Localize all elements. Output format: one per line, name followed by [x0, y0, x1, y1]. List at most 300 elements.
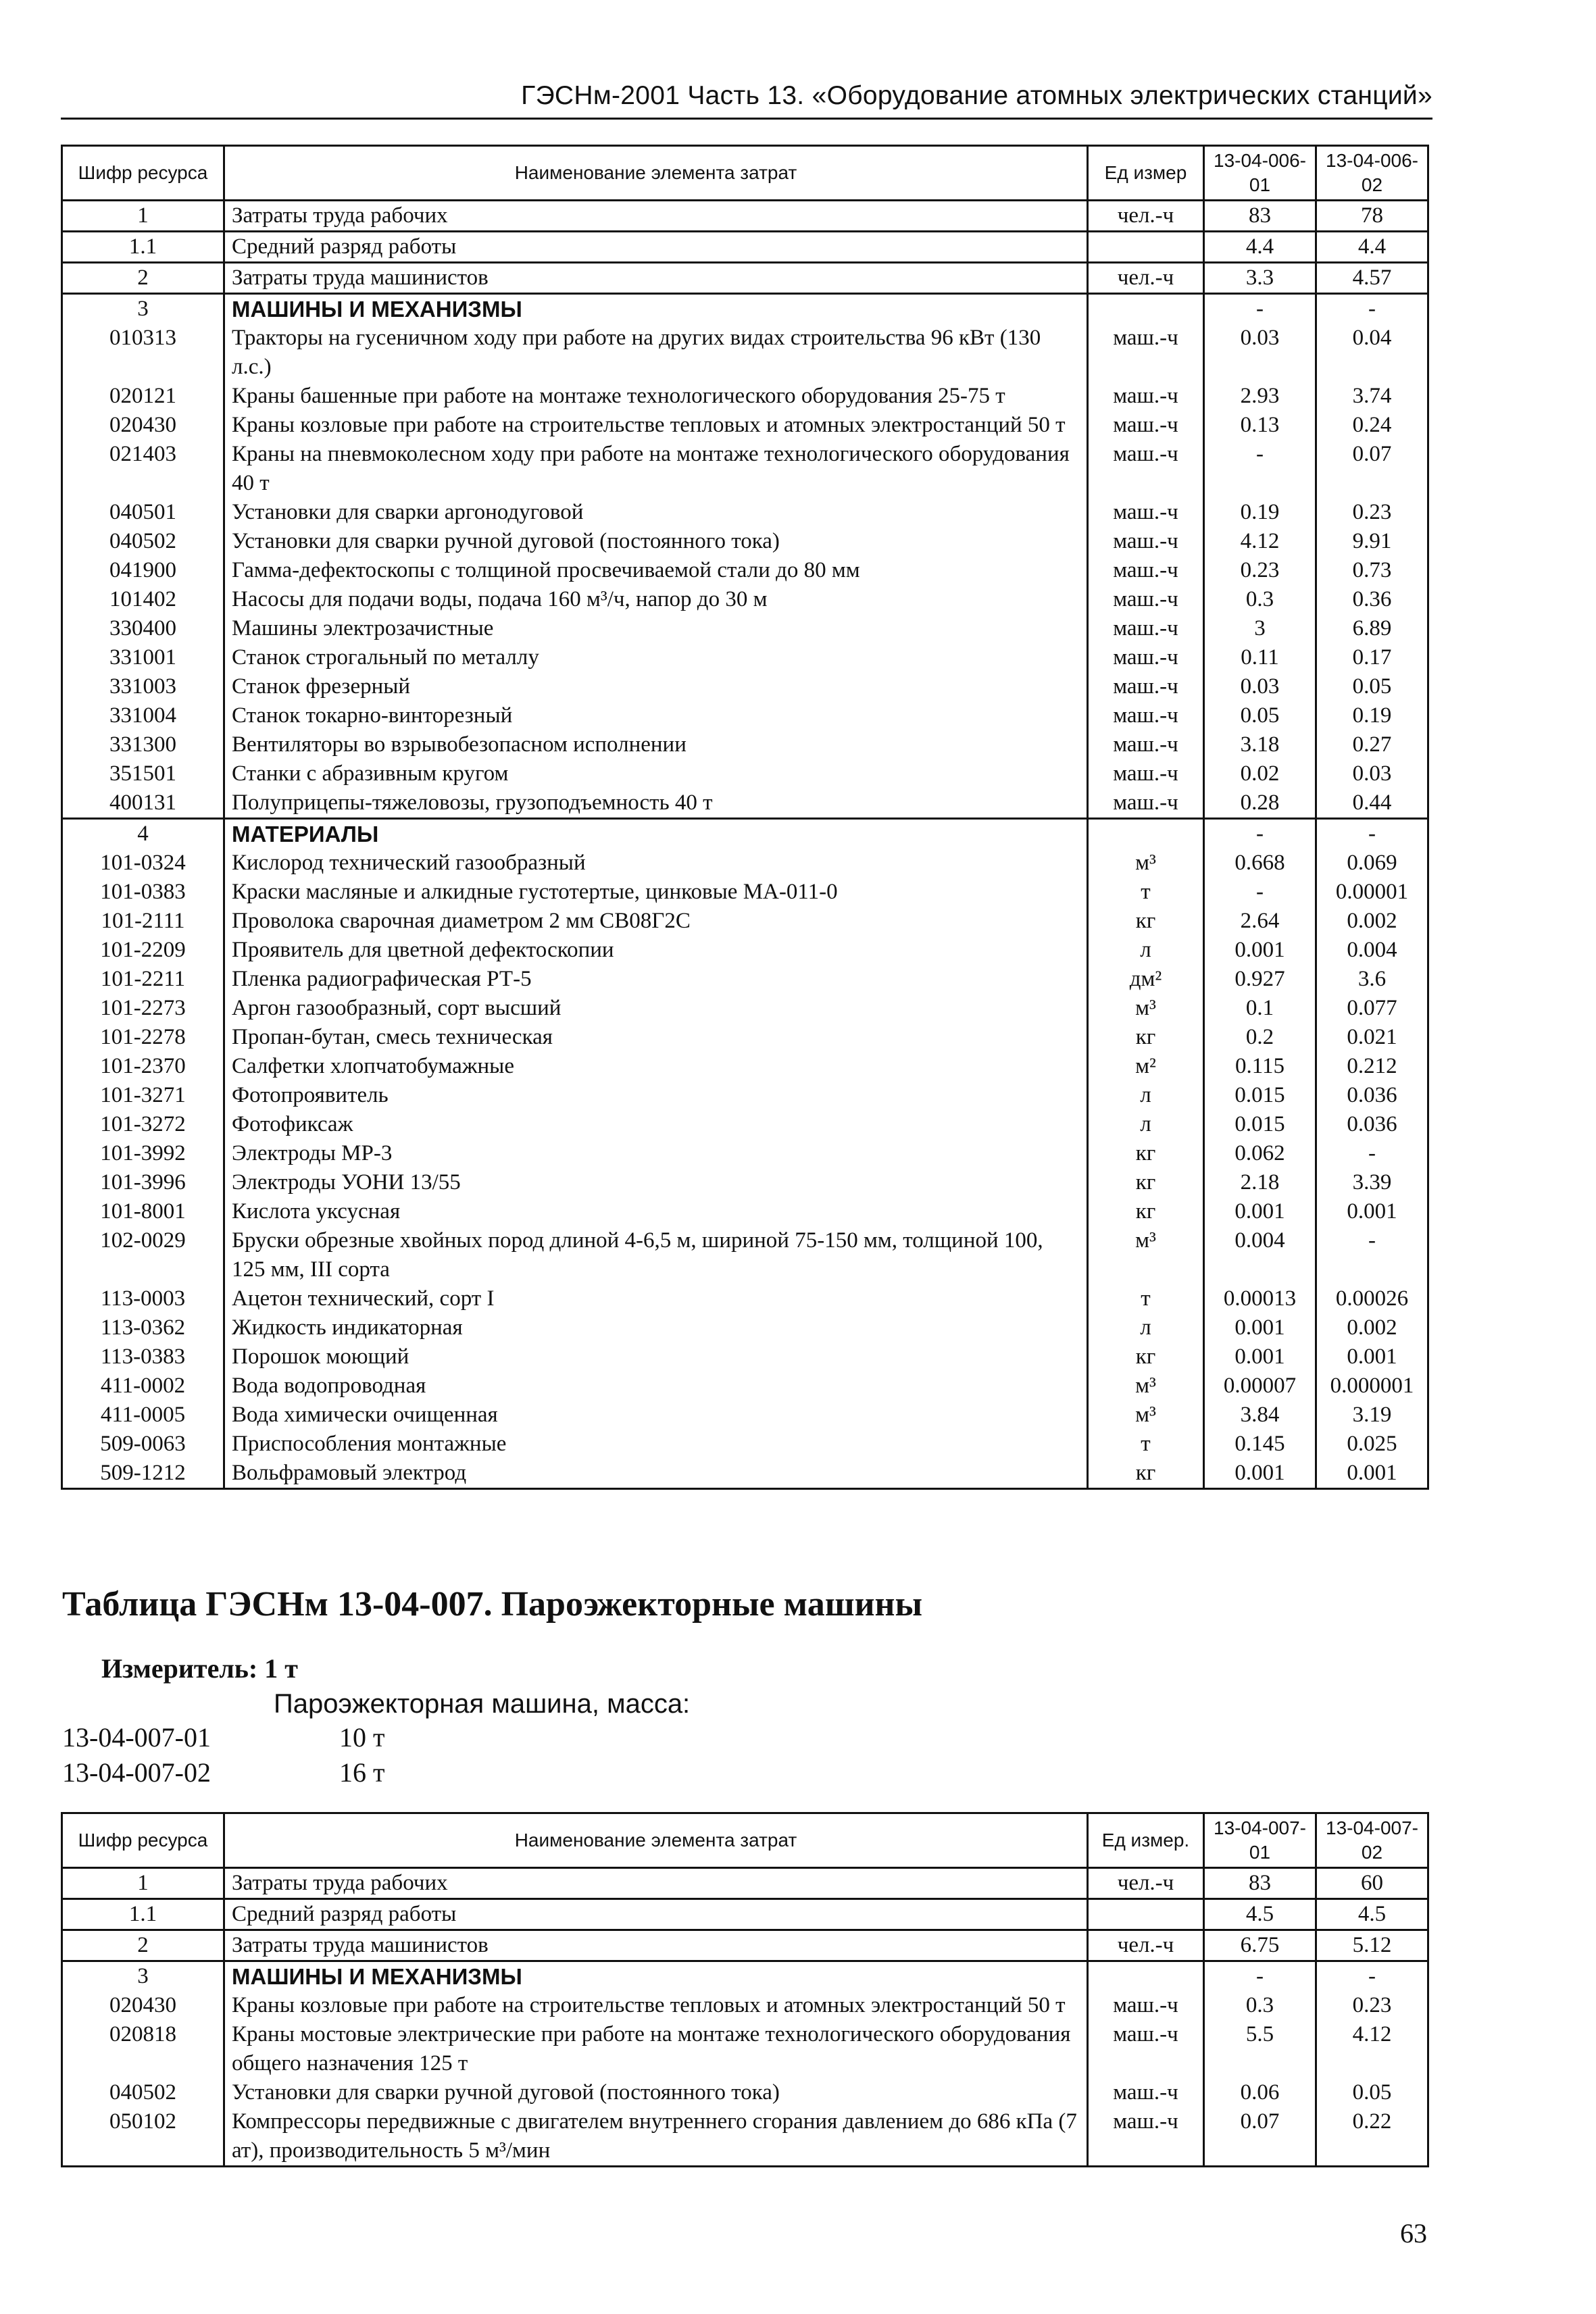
cell-value-2: 0.000001 [1316, 1372, 1428, 1401]
header-code: Шифр ресурса [62, 1813, 224, 1868]
measure-value: 1 т [264, 1653, 298, 1684]
cell-unit: кг [1088, 1197, 1204, 1226]
cell-value-2: 0.025 [1316, 1430, 1428, 1459]
cell-unit: кг [1088, 1168, 1204, 1197]
cell-unit: чел.-ч [1088, 263, 1204, 294]
cell-value-2: 0.05 [1316, 2078, 1428, 2107]
variant-row [62, 1757, 384, 1788]
cell-value-1: 0.115 [1204, 1052, 1316, 1081]
cell-code: 101-3992 [62, 1139, 224, 1168]
cell-value-2: 0.44 [1316, 788, 1428, 819]
table-row [62, 556, 1428, 585]
cell-value-1: 3.18 [1204, 730, 1316, 759]
cell-name: Кислота уксусная [224, 1197, 1088, 1226]
cell-code: 411-0002 [62, 1372, 224, 1401]
cell-value-2: 4.57 [1316, 263, 1428, 294]
cell-unit: маш.-ч [1088, 1991, 1204, 2020]
cell-value-1: 0.001 [1204, 1459, 1316, 1489]
cell-code: 101-2278 [62, 1023, 224, 1052]
cell-value-2: 3.74 [1316, 382, 1428, 411]
cell-value-1: 0.05 [1204, 701, 1316, 730]
cell-unit: маш.-ч [1088, 788, 1204, 819]
cell-name: МАШИНЫ И МЕХАНИЗМЫ [224, 1961, 1088, 1992]
cell-unit [1088, 1899, 1204, 1930]
table-row [62, 730, 1428, 759]
cell-code: 101-2370 [62, 1052, 224, 1081]
table-row [62, 965, 1428, 994]
table-body [62, 201, 1428, 1489]
cell-unit: чел.-ч [1088, 1868, 1204, 1899]
cell-unit: маш.-ч [1088, 2020, 1204, 2078]
cell-name: Гамма-дефектоскопы с толщиной просвечиваемой стали до 80 мм [224, 556, 1088, 585]
cell-code: 331003 [62, 672, 224, 701]
cell-unit: дм² [1088, 965, 1204, 994]
cell-name: Установки для сварки аргонодуговой [224, 498, 1088, 527]
cell-code: 113-0003 [62, 1284, 224, 1313]
table-row [62, 1868, 1428, 1899]
cell-name: Вода химически очищенная [224, 1401, 1088, 1430]
cell-name: Вода водопроводная [224, 1372, 1088, 1401]
cell-value-2: 0.077 [1316, 994, 1428, 1023]
table-row [62, 232, 1428, 263]
cell-value-1: 3.3 [1204, 263, 1316, 294]
cell-name: Краны козловые при работе на строительстве тепловых и атомных электростанций 50 т [224, 411, 1088, 440]
cell-name: Машины электрозачистные [224, 614, 1088, 643]
header-name: Наименование элемента затрат [224, 146, 1088, 201]
cell-unit: кг [1088, 1459, 1204, 1489]
cell-name: Вольфрамовый электрод [224, 1459, 1088, 1489]
cell-unit: т [1088, 1430, 1204, 1459]
cell-name: Салфетки хлопчатобумажные [224, 1052, 1088, 1081]
table-row [62, 498, 1428, 527]
cell-code: 020818 [62, 2020, 224, 2078]
cell-value-1: 0.23 [1204, 556, 1316, 585]
table-row [62, 1023, 1428, 1052]
cell-code: 509-1212 [62, 1459, 224, 1489]
cell-name: Средний разряд работы [224, 1899, 1088, 1930]
cell-value-1: 0.3 [1204, 1991, 1316, 2020]
table-row [62, 2020, 1428, 2078]
cell-name: Порошок моющий [224, 1342, 1088, 1372]
variant-value: 10 т [339, 1722, 385, 1753]
cell-unit: маш.-ч [1088, 556, 1204, 585]
cell-code: 331004 [62, 701, 224, 730]
table-row [62, 1899, 1428, 1930]
table-title: Таблица ГЭСНм 13-04-007. Пароэжекторные машины [62, 1585, 923, 1624]
cell-value-2: - [1316, 819, 1428, 849]
cell-value-2: 0.36 [1316, 585, 1428, 614]
cell-code: 010313 [62, 324, 224, 382]
cell-code: 101-8001 [62, 1197, 224, 1226]
table-row [62, 1459, 1428, 1489]
variant-code: 13-04-007-02 [62, 1757, 211, 1788]
cell-name: Жидкость индикаторная [224, 1313, 1088, 1342]
table-row [62, 819, 1428, 849]
cell-code: 101-3996 [62, 1168, 224, 1197]
cell-name: Затраты труда машинистов [224, 1930, 1088, 1961]
cell-unit: маш.-ч [1088, 2078, 1204, 2107]
cell-unit: маш.-ч [1088, 527, 1204, 556]
cell-code: 330400 [62, 614, 224, 643]
cell-code: 101402 [62, 585, 224, 614]
cell-code: 351501 [62, 759, 224, 788]
cell-unit: м³ [1088, 1372, 1204, 1401]
resource-table-13-04-007 [61, 1812, 1429, 2167]
cell-code: 331001 [62, 643, 224, 672]
cell-name: МАШИНЫ И МЕХАНИЗМЫ [224, 294, 1088, 324]
cell-value-1: 0.015 [1204, 1110, 1316, 1139]
resource-table-13-04-006 [61, 145, 1429, 1490]
cell-name: Бруски обрезные хвойных пород длиной 4-6,5 м, шириной 75-150 мм, толщиной 100, 125 мм, III сорта [224, 1226, 1088, 1284]
table-row [62, 994, 1428, 1023]
cell-value-2: - [1316, 1961, 1428, 1992]
cell-name: Станки с абразивным кругом [224, 759, 1088, 788]
cell-unit: л [1088, 936, 1204, 965]
table-row [62, 1313, 1428, 1342]
header-code: Шифр ресурса [62, 146, 224, 201]
cell-value-2: - [1316, 1139, 1428, 1168]
table-body [62, 1868, 1428, 2167]
cell-value-1: 0.2 [1204, 1023, 1316, 1052]
cell-code: 3 [62, 1961, 224, 1992]
cell-name: Электроды МР-3 [224, 1139, 1088, 1168]
cell-value-1: 83 [1204, 1868, 1316, 1899]
cell-unit: т [1088, 1284, 1204, 1313]
cell-code: 101-0324 [62, 849, 224, 878]
header-col2: 13-04-006-02 [1316, 146, 1428, 201]
cell-unit [1088, 232, 1204, 263]
cell-code: 101-3272 [62, 1110, 224, 1139]
cell-unit: маш.-ч [1088, 382, 1204, 411]
header-unit: Ед измер [1088, 146, 1204, 201]
cell-value-2: 78 [1316, 201, 1428, 232]
cell-name: Аргон газообразный, сорт высший [224, 994, 1088, 1023]
cell-name: Электроды УОНИ 13/55 [224, 1168, 1088, 1197]
table-row [62, 614, 1428, 643]
cell-code: 101-0383 [62, 878, 224, 907]
measure-label: Измеритель: [101, 1653, 258, 1684]
cell-unit: маш.-ч [1088, 730, 1204, 759]
variant-code: 13-04-007-01 [62, 1722, 211, 1753]
cell-name: Приспособления монтажные [224, 1430, 1088, 1459]
cell-code: 101-2209 [62, 936, 224, 965]
table-row [62, 878, 1428, 907]
table-row [62, 1342, 1428, 1372]
cell-value-1: 0.001 [1204, 1313, 1316, 1342]
cell-unit: кг [1088, 1139, 1204, 1168]
cell-value-1: 0.015 [1204, 1081, 1316, 1110]
cell-value-1: 0.1 [1204, 994, 1316, 1023]
cell-value-2: 0.22 [1316, 2107, 1428, 2167]
cell-value-1: 3 [1204, 614, 1316, 643]
cell-value-2: 0.004 [1316, 936, 1428, 965]
cell-code: 1.1 [62, 232, 224, 263]
cell-code: 1 [62, 201, 224, 232]
cell-value-2: 3.39 [1316, 1168, 1428, 1197]
cell-name: Полуприцепы-тяжеловозы, грузоподъемность 40 т [224, 788, 1088, 819]
cell-value-1: 0.001 [1204, 1342, 1316, 1372]
cell-code: 040502 [62, 2078, 224, 2107]
cell-unit: л [1088, 1313, 1204, 1342]
table-row [62, 263, 1428, 294]
cell-unit: маш.-ч [1088, 585, 1204, 614]
cell-code: 101-2211 [62, 965, 224, 994]
cell-name: Краны козловые при работе на строительстве тепловых и атомных электростанций 50 т [224, 1991, 1088, 2020]
cell-value-1: 0.062 [1204, 1139, 1316, 1168]
cell-value-1: 2.93 [1204, 382, 1316, 411]
cell-code: 331300 [62, 730, 224, 759]
cell-value-2: 0.001 [1316, 1342, 1428, 1372]
cell-value-2: - [1316, 1226, 1428, 1284]
cell-value-1: 5.5 [1204, 2020, 1316, 2078]
cell-name: Затраты труда рабочих [224, 201, 1088, 232]
header-col2: 13-04-007-02 [1316, 1813, 1428, 1868]
cell-unit: маш.-ч [1088, 614, 1204, 643]
table-row [62, 1961, 1428, 1992]
cell-unit: маш.-ч [1088, 759, 1204, 788]
cell-code: 040501 [62, 498, 224, 527]
table-row [62, 1401, 1428, 1430]
cell-value-1: 0.02 [1204, 759, 1316, 788]
cell-name: Пленка радиографическая РТ-5 [224, 965, 1088, 994]
cell-unit: кг [1088, 1342, 1204, 1372]
cell-unit: маш.-ч [1088, 701, 1204, 730]
cell-name: Краны на пневмоколесном ходу при работе на монтаже технологического оборудования 40 т [224, 440, 1088, 498]
cell-name: Краски масляные и алкидные густотертые, цинковые МА-011-0 [224, 878, 1088, 907]
header-col1: 13-04-006-01 [1204, 146, 1316, 201]
cell-code: 509-0063 [62, 1430, 224, 1459]
cell-value-1: 0.03 [1204, 672, 1316, 701]
cell-value-2: 0.27 [1316, 730, 1428, 759]
table-row [62, 936, 1428, 965]
cell-value-2: 0.07 [1316, 440, 1428, 498]
cell-value-2: 4.5 [1316, 1899, 1428, 1930]
cell-value-1: 3.84 [1204, 1401, 1316, 1430]
cell-code: 400131 [62, 788, 224, 819]
cell-value-1: 4.4 [1204, 232, 1316, 263]
cell-name: Средний разряд работы [224, 232, 1088, 263]
cell-value-2: 3.19 [1316, 1401, 1428, 1430]
cell-value-2: 0.00026 [1316, 1284, 1428, 1313]
cell-unit: чел.-ч [1088, 201, 1204, 232]
cell-value-1: - [1204, 819, 1316, 849]
table-row [62, 907, 1428, 936]
cell-value-1: 0.145 [1204, 1430, 1316, 1459]
cell-name: Кислород технический газообразный [224, 849, 1088, 878]
cell-name: Пропан-бутан, смесь техническая [224, 1023, 1088, 1052]
cell-value-2: 0.23 [1316, 498, 1428, 527]
cell-value-1: 0.927 [1204, 965, 1316, 994]
table-row [62, 324, 1428, 382]
table-row [62, 1081, 1428, 1110]
cell-value-1: 0.03 [1204, 324, 1316, 382]
cell-value-1: 2.18 [1204, 1168, 1316, 1197]
cell-value-2: 0.05 [1316, 672, 1428, 701]
cell-code: 1 [62, 1868, 224, 1899]
table-row [62, 527, 1428, 556]
cell-value-2: 3.6 [1316, 965, 1428, 994]
cell-code: 101-2273 [62, 994, 224, 1023]
cell-value-2: 9.91 [1316, 527, 1428, 556]
table-row [62, 1052, 1428, 1081]
table-row [62, 1430, 1428, 1459]
cell-name: Проволока сварочная диаметром 2 мм СВ08Г2С [224, 907, 1088, 936]
cell-code: 020121 [62, 382, 224, 411]
cell-value-1: 0.004 [1204, 1226, 1316, 1284]
cell-value-2: 0.069 [1316, 849, 1428, 878]
table-row [62, 1168, 1428, 1197]
cell-value-2: 0.021 [1316, 1023, 1428, 1052]
cell-value-1: 6.75 [1204, 1930, 1316, 1961]
table-row [62, 1197, 1428, 1226]
cell-code: 101-3271 [62, 1081, 224, 1110]
cell-unit: м² [1088, 1052, 1204, 1081]
cell-value-1: 4.5 [1204, 1899, 1316, 1930]
cell-code: 3 [62, 294, 224, 324]
cell-value-2: 60 [1316, 1868, 1428, 1899]
cell-unit: т [1088, 878, 1204, 907]
cell-value-1: - [1204, 878, 1316, 907]
table-header [62, 146, 1428, 201]
cell-value-1: - [1204, 294, 1316, 324]
cell-value-2: 0.23 [1316, 1991, 1428, 2020]
cell-value-2: 0.19 [1316, 701, 1428, 730]
table-row [62, 759, 1428, 788]
cell-value-1: - [1204, 440, 1316, 498]
table-row [62, 440, 1428, 498]
cell-code: 101-2111 [62, 907, 224, 936]
table-row [62, 643, 1428, 672]
cell-name: Краны башенные при работе на монтаже технологического оборудования 25-75 т [224, 382, 1088, 411]
cell-unit: кг [1088, 907, 1204, 936]
cell-name: Вентиляторы во взрывобезопасном исполнении [224, 730, 1088, 759]
cell-value-2: 0.73 [1316, 556, 1428, 585]
cell-value-2: 0.04 [1316, 324, 1428, 382]
cell-code: 4 [62, 819, 224, 849]
cell-code: 020430 [62, 411, 224, 440]
variant-value: 16 т [339, 1757, 385, 1788]
cell-code: 2 [62, 263, 224, 294]
cell-unit: м³ [1088, 1401, 1204, 1430]
table-row [62, 201, 1428, 232]
cell-unit: кг [1088, 1023, 1204, 1052]
table-row [62, 2078, 1428, 2107]
cell-unit: м³ [1088, 1226, 1204, 1284]
cell-unit: маш.-ч [1088, 411, 1204, 440]
table-row [62, 788, 1428, 819]
cell-value-1: 0.13 [1204, 411, 1316, 440]
cell-unit: маш.-ч [1088, 324, 1204, 382]
cell-name: Затраты труда рабочих [224, 1868, 1088, 1899]
cell-name: Фотопроявитель [224, 1081, 1088, 1110]
cell-value-1: 0.3 [1204, 585, 1316, 614]
header-col1: 13-04-007-01 [1204, 1813, 1316, 1868]
cell-value-1: 0.07 [1204, 2107, 1316, 2167]
cell-value-2: 0.17 [1316, 643, 1428, 672]
table-row [62, 1110, 1428, 1139]
cell-value-1: 0.668 [1204, 849, 1316, 878]
cell-name: Ацетон технический, сорт I [224, 1284, 1088, 1313]
cell-value-2: - [1316, 294, 1428, 324]
cell-unit: чел.-ч [1088, 1930, 1204, 1961]
table-row [62, 1284, 1428, 1313]
cell-name: Станок строгальный по металлу [224, 643, 1088, 672]
table-row [62, 294, 1428, 324]
cell-unit: маш.-ч [1088, 498, 1204, 527]
cell-value-2: 0.03 [1316, 759, 1428, 788]
header-unit: Ед измер. [1088, 1813, 1204, 1868]
cell-code: 020430 [62, 1991, 224, 2020]
page-number: 63 [1400, 2218, 1427, 2248]
table-row [62, 1226, 1428, 1284]
cell-unit [1088, 1961, 1204, 1992]
table-row [62, 411, 1428, 440]
table-row [62, 1372, 1428, 1401]
cell-value-2: 5.12 [1316, 1930, 1428, 1961]
cell-unit: л [1088, 1081, 1204, 1110]
cell-name: Установки для сварки ручной дуговой (постоянного тока) [224, 2078, 1088, 2107]
running-head: ГЭСНм-2001 Часть 13. «Оборудование атомных электрических станций» [61, 81, 1432, 120]
cell-value-2: 0.001 [1316, 1459, 1428, 1489]
cell-value-1: 0.001 [1204, 1197, 1316, 1226]
table-row [62, 1139, 1428, 1168]
cell-code: 041900 [62, 556, 224, 585]
cell-unit: маш.-ч [1088, 643, 1204, 672]
cell-name: Установки для сварки ручной дуговой (постоянного тока) [224, 527, 1088, 556]
cell-name: Проявитель для цветной дефектоскопии [224, 936, 1088, 965]
cell-name: Затраты труда машинистов [224, 263, 1088, 294]
cell-value-1: 2.64 [1204, 907, 1316, 936]
cell-value-2: 0.24 [1316, 411, 1428, 440]
cell-code: 113-0362 [62, 1313, 224, 1342]
cell-value-1: 4.12 [1204, 527, 1316, 556]
table-row [62, 849, 1428, 878]
cell-value-1: 0.11 [1204, 643, 1316, 672]
cell-value-1: 0.06 [1204, 2078, 1316, 2107]
cell-name: Станок фрезерный [224, 672, 1088, 701]
cell-value-1: 0.00007 [1204, 1372, 1316, 1401]
cell-code: 021403 [62, 440, 224, 498]
cell-value-1: 0.00013 [1204, 1284, 1316, 1313]
cell-name: Насосы для подачи воды, подача 160 м³/ч, напор до 30 м [224, 585, 1088, 614]
cell-unit [1088, 819, 1204, 849]
cell-name: Фотофиксаж [224, 1110, 1088, 1139]
cell-value-1: 0.28 [1204, 788, 1316, 819]
cell-value-1: - [1204, 1961, 1316, 1992]
cell-code: 050102 [62, 2107, 224, 2167]
variants-caption: Пароэжекторная машина, масса: [274, 1689, 691, 1719]
table-row [62, 585, 1428, 614]
cell-value-1: 0.001 [1204, 936, 1316, 965]
cell-value-2: 4.12 [1316, 2020, 1428, 2078]
cell-name: Тракторы на гусеничном ходу при работе на других видах строительства 96 кВт (130 л.с.) [224, 324, 1088, 382]
cell-value-2: 0.036 [1316, 1110, 1428, 1139]
cell-unit [1088, 294, 1204, 324]
variant-row [62, 1721, 384, 1753]
cell-value-2: 0.036 [1316, 1081, 1428, 1110]
measure-line [101, 1653, 298, 1684]
header-name: Наименование элемента затрат [224, 1813, 1088, 1868]
cell-value-2: 0.212 [1316, 1052, 1428, 1081]
cell-code: 102-0029 [62, 1226, 224, 1284]
cell-code: 1.1 [62, 1899, 224, 1930]
table-row [62, 1991, 1428, 2020]
table-header [62, 1813, 1428, 1868]
cell-value-1: 0.19 [1204, 498, 1316, 527]
cell-unit: маш.-ч [1088, 2107, 1204, 2167]
cell-unit: маш.-ч [1088, 672, 1204, 701]
table-row [62, 701, 1428, 730]
